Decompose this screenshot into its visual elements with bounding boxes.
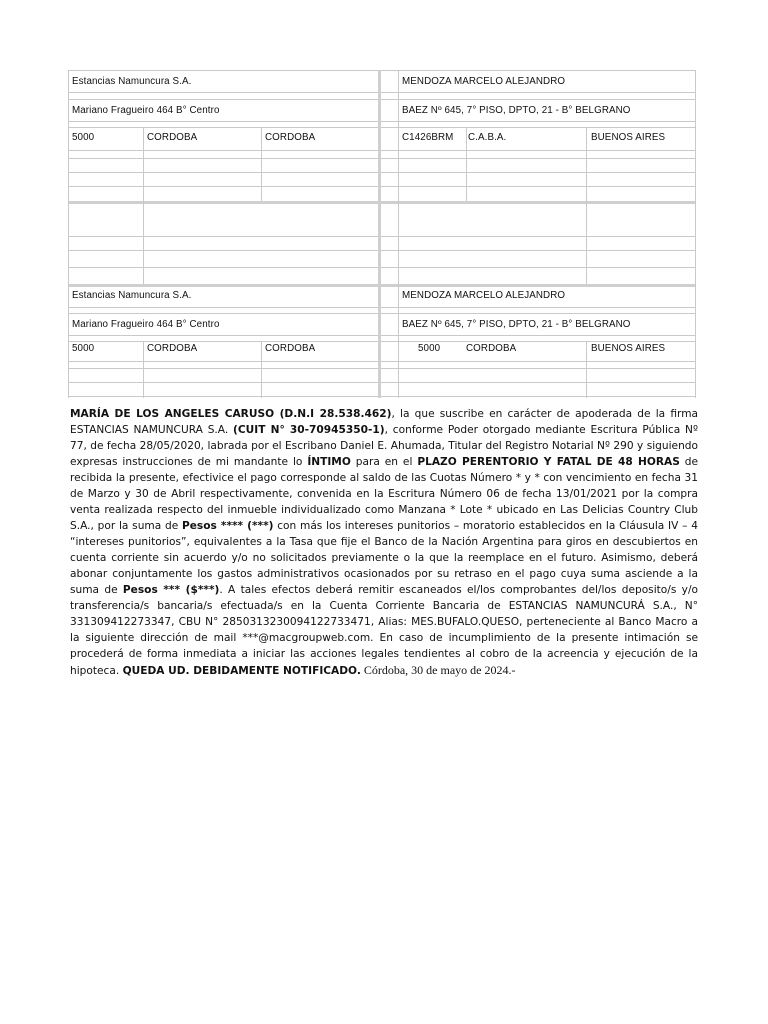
recipient-name: MENDOZA MARCELO ALEJANDRO — [402, 290, 566, 301]
form-column-divider — [378, 70, 381, 398]
recipient-name: MENDOZA MARCELO ALEJANDRO — [402, 76, 566, 87]
sender-address: Mariano Fragueiro 464 B° Centro — [72, 319, 220, 330]
form-line — [68, 368, 696, 369]
attorney-name: MARÍA DE LOS ANGELES CARUSO (D.N.I 28.538.462) — [70, 408, 392, 420]
form-line — [68, 158, 696, 159]
recipient-zip: C1426BRM — [402, 132, 454, 143]
intimation-keyword: ÍNTIMO — [307, 456, 351, 468]
letter-text: para en el — [350, 456, 418, 468]
form-line — [68, 250, 696, 251]
form-line — [586, 127, 587, 284]
form-line — [68, 70, 696, 71]
form-line — [68, 236, 696, 237]
admin-costs-amount: Pesos *** ($***) — [122, 584, 220, 596]
notification-closing: QUEDA UD. DEBIDAMENTE NOTIFICADO. — [122, 665, 361, 677]
sender-address: Mariano Fragueiro 464 B° Centro — [72, 105, 220, 116]
letter-text: , conforme Poder otorgado mediante Escritura Pública Nº 77, de fecha 28/05/2020, labrada por el Escribano Daniel E. Ahumada, Titular del Registro Notarial Nº 290 y siguiendo expresas instrucciones de mi mandante lo — [70, 424, 698, 468]
form-line — [68, 70, 69, 398]
sender-province: CORDOBA — [265, 343, 316, 354]
form-line — [68, 186, 696, 187]
recipient-city: CORDOBA — [466, 343, 517, 354]
form-line — [143, 127, 144, 284]
form-line — [68, 361, 696, 362]
installment-amount: Pesos **** (***) — [181, 520, 274, 532]
place-and-date: Córdoba, 30 de mayo de 2024.- — [360, 663, 516, 677]
form-line — [68, 267, 696, 268]
form-line — [68, 341, 696, 342]
form-line — [68, 150, 696, 151]
form-line — [695, 70, 696, 398]
recipient-address: BAEZ Nº 645, 7° PISO, DPTO, 21 - B° BELGRANO — [402, 105, 631, 116]
sender-name: Estancias Namuncura S.A. — [72, 290, 192, 301]
recipient-zip: 5000 — [418, 343, 441, 354]
intimation-letter — [70, 406, 698, 679]
form-line — [398, 70, 399, 398]
recipient-address: BAEZ Nº 645, 7° PISO, DPTO, 21 - B° BELGRANO — [402, 319, 631, 330]
form-line — [68, 313, 696, 314]
letter-text: de recibida la presente, efectivice el pago corresponde al saldo de las Cuotas Número * y * con vencimiento en fecha 31 de Marzo y 30 de Abril respectivamente, convenida en la Escritura Número 06 de fecha 13/01/2021 por la compra venta realizada respecto del inmueble individualizado como Manzana * Lote * ubicado en Las Delicias Country Club S.A., por la suma de — [70, 456, 698, 532]
form-line — [68, 307, 696, 308]
sender-city: CORDOBA — [147, 132, 198, 143]
form-line — [261, 341, 262, 398]
form-line — [143, 341, 144, 398]
sender-zip: 5000 — [72, 132, 95, 143]
recipient-province: BUENOS AIRES — [591, 343, 666, 354]
form-line — [68, 92, 696, 93]
form-line — [261, 127, 262, 201]
notice-form — [68, 70, 696, 398]
letter-text: con más los intereses punitorios – moratorio establecidos en la Cláusula IV – 4 “intereses punitorios”, equivalentes a la Tasa que fije el Banco de la Nación Argentina para giros en descubiertos en cuenta corriente sin acuerdo y/o no solicitados previamente o la que la reemplace en el futuro. Asimismo, deberá abonar conjuntamente los gastos administrativos ocasionados por su retraso en el pago cuya suma asciende a la suma de — [70, 520, 698, 596]
recipient-city: C.A.B.A. — [468, 132, 507, 143]
form-line — [68, 99, 696, 100]
sender-province: CORDOBA — [265, 132, 316, 143]
sender-city: CORDOBA — [147, 343, 198, 354]
form-line — [68, 382, 696, 383]
form-line — [586, 341, 587, 398]
form-line — [68, 172, 696, 173]
form-divider — [68, 201, 696, 204]
form-line — [68, 396, 696, 397]
form-line — [68, 127, 696, 128]
letter-text: , la que suscribe en carácter de apoderada de la firma ESTANCIAS NAMUNCURA S.A. — [70, 408, 699, 436]
recipient-province: BUENOS AIRES — [591, 132, 666, 143]
sender-zip: 5000 — [72, 343, 95, 354]
sender-name: Estancias Namuncura S.A. — [72, 76, 192, 87]
letter-text: . A tales efectos deberá remitir escaneados el/los comprobantes del/los deposito/s y/o transferencia/s bancaria/s efectuada/s en la Cuenta Corriente Bancaria de ESTANCIAS NAMUNCURÁ S.A., N° 331309412273347, CBU N° 2850313230094122733471, Alias: MES.BUFALO.QUESO, perteneciente al Banco Macro a la siguiente dirección de mail ***@macgroupweb.com. En caso de incumplimiento de la presente intimación se procederá de forma inmediata a iniciar las acciones legales tendientes al cobro de la acreencia y ejecución de la hipoteca. — [70, 584, 698, 677]
form-line — [466, 127, 467, 201]
form-divider — [68, 284, 696, 287]
form-line — [68, 121, 696, 122]
form-line — [68, 335, 696, 336]
deadline-text: PLAZO PERENTORIO Y FATAL DE 48 HORAS — [417, 456, 680, 468]
company-cuit: (CUIT N° 30-70945350-1) — [233, 424, 385, 436]
